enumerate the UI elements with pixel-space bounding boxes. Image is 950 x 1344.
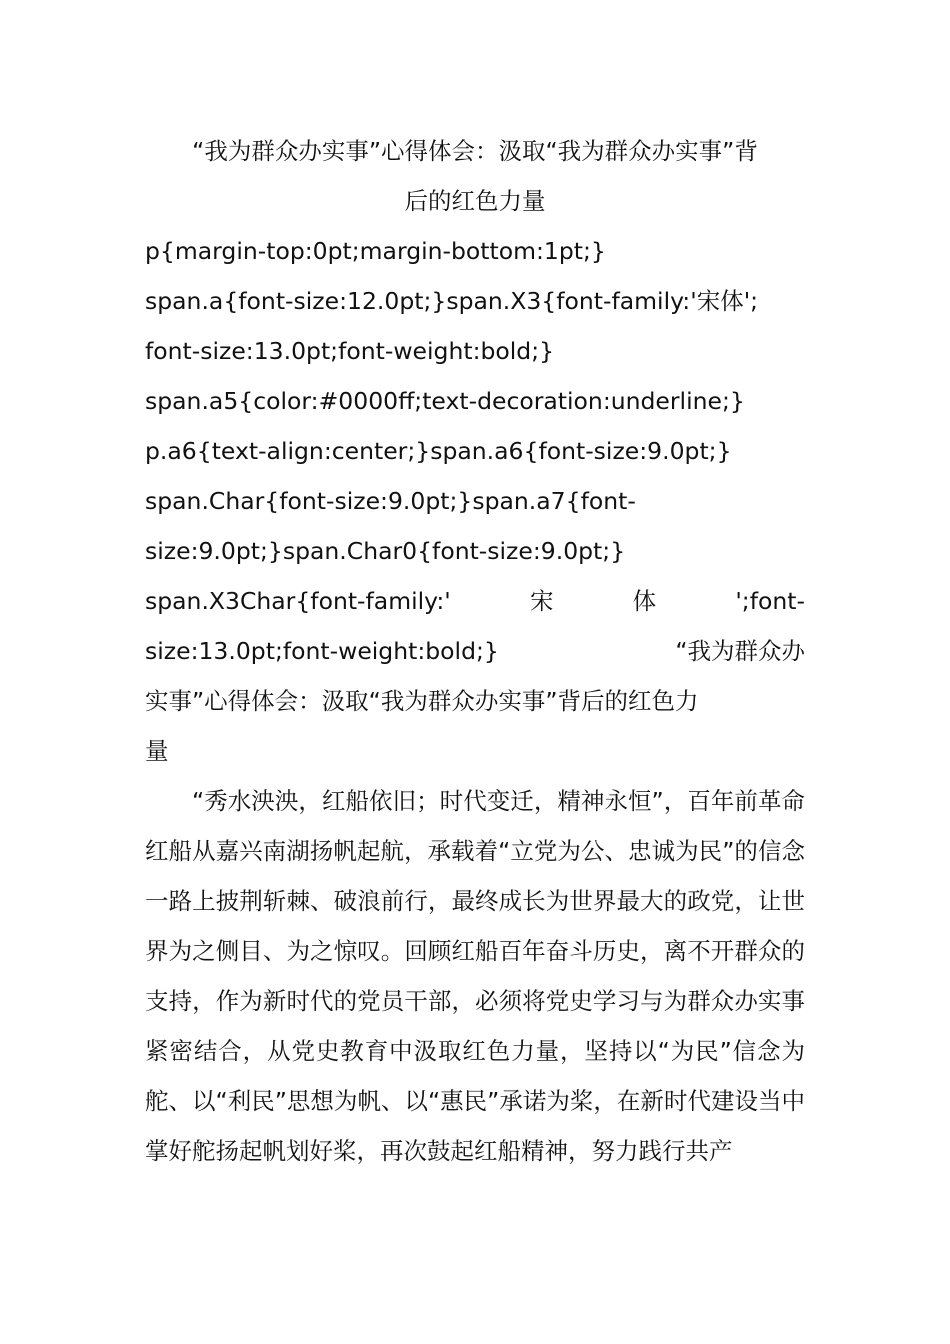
justified-part: span.X3Char{font-family:': [145, 587, 451, 615]
title-line-1: “我为群众办实事”心得体会：汲取“我为群众办实事”背: [192, 137, 758, 165]
repeat-title-line-2: 量: [145, 737, 169, 765]
repeat-title-line-1: 实事”心得体会：汲取“我为群众办实事”背后的红色力: [145, 687, 699, 715]
document-title: [145, 126, 805, 226]
mixed-line-right: “我为群众办: [675, 637, 805, 665]
css-style-text: [145, 226, 805, 776]
code-line: p{margin-top:0pt;margin-bottom:1pt;}: [145, 237, 606, 265]
code-line: p.a6{text-align:center;}span.a6{font-size:9.0pt;}: [145, 437, 732, 465]
code-line: font-size:13.0pt;font-weight:bold;}: [145, 337, 555, 365]
justified-code-line: [145, 576, 805, 626]
code-line: span.a5{color:#0000ff;text-decoration:underline;}: [145, 387, 745, 415]
justified-part: 体: [632, 587, 657, 615]
code-line: span.a{font-size:12.0pt;}span.X3{font-family:'宋体';: [145, 287, 759, 315]
body-paragraph: “秀水泱泱，红船依旧；时代变迁，精神永恒”，百年前革命红船从嘉兴南湖扬帆起航，承载着“立党为公、忠诚为民”的信念一路上披荆斩棘、破浪前行，最终成长为世界最大的政党，让世界为之侧目、为之惊叹。回顾红船百年奋斗历史，离不开群众的支持，作为新时代的党员干部，必须将党史学习与为群众办实事紧密结合，从党史教育中汲取红色力量，坚持以“为民”信念为舵、以“利民”思想为帆、以“惠民”承诺为桨，在新时代建设当中掌好舵扬起帆划好桨，再次鼓起红船精神，努力践行共产: [145, 787, 805, 1165]
code-line: size:9.0pt;}span.Char0{font-size:9.0pt;}: [145, 537, 626, 565]
code-line: span.Char{font-size:9.0pt;}span.a7{font-: [145, 487, 636, 515]
justified-part: ';font-: [735, 587, 805, 615]
mixed-line-left: size:13.0pt;font-weight:bold;}: [145, 637, 499, 665]
title-line-2: 后的红色力量: [404, 187, 546, 215]
justified-part: 宋: [529, 587, 554, 615]
document-page: [145, 126, 805, 1176]
mixed-line: [145, 626, 805, 676]
